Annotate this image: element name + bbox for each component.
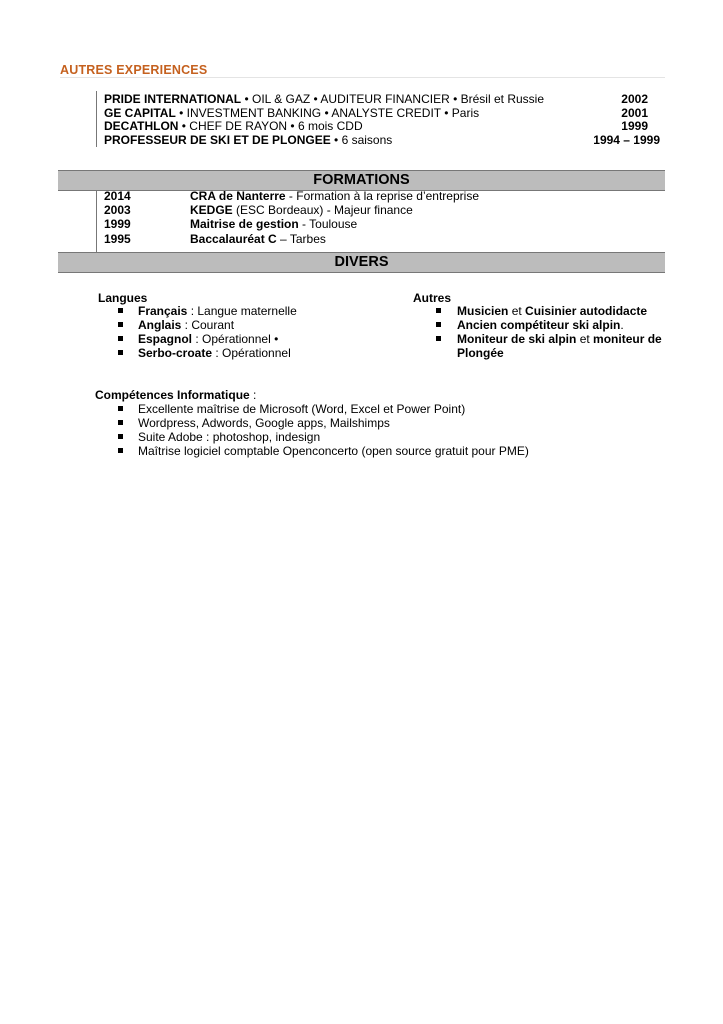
langue-name: Serbo-croate [138, 346, 213, 360]
square-bullet-icon [436, 336, 441, 341]
autres-experiences-title: AUTRES EXPERIENCES [60, 63, 208, 77]
list-item [118, 346, 378, 360]
formation-school: CRA de Nanterre [190, 189, 286, 203]
autre-item-bold: Moniteur de ski alpin [457, 332, 577, 346]
autre-item-bold-2: Cuisinier autodidacte [525, 304, 648, 318]
square-bullet-icon [436, 322, 441, 327]
formation-row [104, 217, 664, 231]
competence-text: Suite Adobe : photoshop, indesign [138, 430, 321, 444]
informatique-heading-suffix: : [249, 388, 257, 402]
experience-row [104, 92, 660, 106]
informatique-heading [95, 388, 256, 402]
competence-text: Maîtrise logiciel comptable Openconcerto (open source gratuit pour PME) [138, 444, 529, 458]
experience-year: 2002 [621, 92, 648, 106]
langue-level: : Opérationnel [212, 346, 291, 360]
square-bullet-icon [118, 322, 123, 327]
list-item [118, 318, 378, 332]
formation-year: 2003 [104, 203, 131, 217]
experience-details: • OIL & GAZ • AUDITEUR FINANCIER • Brésil et Russie [241, 92, 544, 106]
autre-item-bold-2: moniteur de Plongée [457, 332, 662, 360]
langue-name: Espagnol [138, 332, 193, 346]
square-bullet-icon [118, 336, 123, 341]
autres-heading: Autres [413, 291, 452, 305]
experience-year: 1999 [621, 119, 648, 133]
list-item [118, 430, 638, 444]
formation-year: 2014 [104, 189, 131, 203]
formations-header: FORMATIONS [58, 170, 665, 191]
list-item [436, 332, 666, 360]
list-item [436, 318, 666, 332]
langue-name: Anglais [138, 318, 182, 332]
list-item [118, 304, 378, 318]
langue-level: : Courant [181, 318, 235, 332]
autre-item-bold: Ancien compétiteur ski alpin [457, 318, 621, 332]
informatique-list [118, 402, 638, 458]
autre-item-connector: et [576, 332, 594, 346]
formation-details: - Toulouse [298, 217, 358, 231]
square-bullet-icon [118, 308, 123, 313]
list-item [436, 304, 666, 318]
langue-level: : Langue maternelle [187, 304, 297, 318]
square-bullet-icon [436, 308, 441, 313]
experience-company: DECATHLON [104, 119, 179, 133]
experience-details: • INVESTMENT BANKING • ANALYSTE CREDIT • Paris [175, 106, 480, 120]
autres-list [436, 304, 666, 360]
experience-vertical-bar [96, 91, 97, 147]
langues-list [118, 304, 378, 360]
formation-year: 1999 [104, 217, 131, 231]
langue-level: : Opérationnel • [192, 332, 279, 346]
experience-details: • 6 saisons [330, 133, 393, 147]
formations-vertical-bar [96, 190, 97, 252]
list-item [118, 444, 638, 458]
experience-row [104, 133, 660, 147]
autre-item-connector: et [508, 304, 526, 318]
langue-name: Français [138, 304, 188, 318]
experience-year: 1994 – 1999 [593, 133, 660, 147]
autre-item-bold: Musicien [457, 304, 509, 318]
square-bullet-icon [118, 448, 123, 453]
formation-school: Baccalauréat C [190, 232, 277, 246]
list-item [118, 416, 638, 430]
experience-row [104, 119, 660, 133]
formation-school: Maitrise de gestion [190, 217, 299, 231]
formation-details: (ESC Bordeaux) - Majeur finance [232, 203, 413, 217]
section-divider [60, 77, 665, 78]
experience-year: 2001 [621, 106, 648, 120]
list-item [118, 332, 378, 346]
list-item [118, 402, 638, 416]
langues-heading: Langues [98, 291, 148, 305]
autre-item-suffix: . [620, 318, 624, 332]
square-bullet-icon [118, 420, 123, 425]
competence-text: Wordpress, Adwords, Google apps, Mailshimps [138, 416, 390, 430]
square-bullet-icon [118, 434, 123, 439]
divers-header: DIVERS [58, 252, 665, 273]
formation-row [104, 232, 664, 246]
formation-year: 1995 [104, 232, 131, 246]
square-bullet-icon [118, 406, 123, 411]
competence-text: Excellente maîtrise de Microsoft (Word, Excel et Power Point) [138, 402, 466, 416]
experience-company: GE CAPITAL [104, 106, 176, 120]
square-bullet-icon [118, 350, 123, 355]
experience-company: PROFESSEUR DE SKI ET DE PLONGEE [104, 133, 331, 147]
experience-company: PRIDE INTERNATIONAL [104, 92, 242, 106]
informatique-heading-text: Compétences Informatique [95, 388, 250, 402]
experience-row [104, 106, 660, 120]
formation-school: KEDGE [190, 203, 233, 217]
experience-details: • CHEF DE RAYON • 6 mois CDD [178, 119, 363, 133]
formation-details: – Tarbes [276, 232, 326, 246]
formation-row [104, 203, 664, 217]
formation-row [104, 189, 664, 203]
formation-details: - Formation à la reprise d’entreprise [285, 189, 479, 203]
